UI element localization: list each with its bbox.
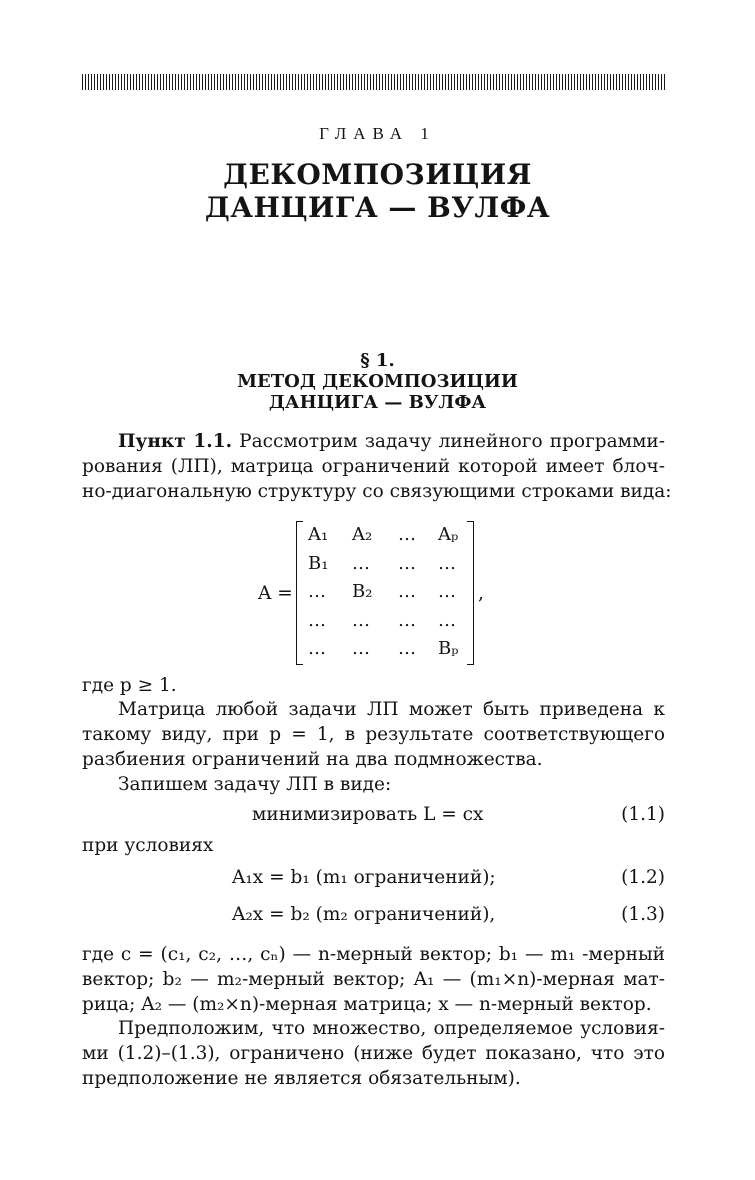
paragraph-1-line1 — [82, 429, 665, 454]
matrix-cell: … — [438, 609, 456, 631]
paragraph-2-line1: Матрица любой задачи ЛП может быть приведена к — [118, 699, 665, 720]
where-p-line — [82, 673, 665, 698]
matrix-lhs: A = — [258, 583, 293, 604]
matrix-cell: A₁ — [308, 524, 329, 545]
paragraph-1-line2: рования (ЛП), матрица ограничений которой имеет блоч- — [82, 456, 665, 477]
section-heading — [0, 350, 755, 413]
matrix-cell: … — [308, 638, 326, 659]
header-decorative-rule — [82, 74, 665, 90]
paragraph-3-text: Запишем задачу ЛП в виде: — [118, 774, 392, 795]
paragraph-lead: Пункт 1.1. — [118, 431, 233, 452]
matrix-cell: … — [398, 552, 416, 574]
equation-1-number: (1.1) — [621, 804, 665, 825]
paragraph-4 — [82, 942, 665, 1017]
matrix-cell: … — [438, 552, 456, 574]
chapter-title — [0, 158, 755, 224]
matrix-cell: Aₚ — [438, 524, 459, 545]
matrix-cell: … — [352, 638, 370, 659]
paragraph-3 — [82, 772, 665, 797]
paragraph-5-line2: ми (1.2)–(1.3), ограничено (ниже будет показано, что это — [82, 1043, 665, 1064]
matrix-cell: B₂ — [352, 581, 373, 602]
equation-1: минимизировать L = cx — [252, 804, 484, 825]
equation-2-number: (1.2) — [621, 867, 665, 888]
paragraph-4-line3: рица; A₂ — (m₂×n)-мерная матрица; x — n-мерный вектор. — [82, 994, 652, 1015]
matrix-cell: … — [308, 609, 326, 631]
matrix-cell: … — [438, 581, 456, 602]
paragraph-5-line3: предположение не является обязательным). — [82, 1068, 521, 1089]
matrix-cell: … — [398, 524, 416, 545]
chapter-label: ГЛАВА 1 — [319, 124, 436, 143]
matrix-cell: … — [352, 552, 370, 574]
chapter-title-line2: ДАНЦИГА — ВУЛФА — [204, 191, 551, 224]
equation-3: A₂x = b₂ (m₂ ограничений), — [232, 904, 496, 925]
matrix-cell: … — [398, 638, 416, 659]
paragraph-4-line1: где c = (c₁, c₂, …, cₙ) — n-мерный вектор; b₁ — m₁ -мерный — [82, 944, 665, 965]
paragraph-1-line1-text: Рассмотрим задачу линейного программи- — [232, 431, 665, 452]
equation-2: A₁x = b₁ (m₁ ограничений); — [232, 867, 496, 888]
paragraph-2 — [82, 697, 665, 772]
matrix-cell: … — [352, 609, 370, 631]
section-title-line2: ДАНЦИГА — ВУЛФА — [268, 392, 487, 413]
where-p-text: где p ≥ 1. — [82, 675, 177, 696]
matrix-cell: B₁ — [308, 552, 329, 574]
matrix-cell: Bₚ — [438, 638, 459, 659]
paragraph-4-line2: вектор; b₂ — m₂-мерный вектор; A₁ — (m₁×n)-мерная мат- — [82, 969, 665, 990]
matrix-cell: … — [308, 581, 326, 602]
matrix-comma: , — [478, 583, 484, 604]
paragraph-5 — [82, 1016, 665, 1091]
chapter-title-line1: ДЕКОМПОЗИЦИЯ — [223, 158, 532, 191]
conditions-label: при условиях — [82, 835, 214, 856]
matrix-cell: A₂ — [352, 524, 373, 545]
matrix-left-bracket — [296, 521, 303, 665]
matrix-cell: … — [398, 581, 416, 602]
paragraph-2-line2: такому виду, при p = 1, в результате соответствующего — [82, 724, 665, 745]
paragraph-1 — [82, 429, 672, 504]
section-title-line1: МЕТОД ДЕКОМПОЗИЦИИ — [237, 371, 518, 392]
matrix-cell: … — [398, 609, 416, 631]
conditions-label-line — [82, 833, 665, 858]
paragraph-5-line1: Предположим, что множество, определяемое условия- — [118, 1018, 665, 1039]
paragraph-1-line3: но-диагональную структуру со связующими строками вида: — [82, 481, 672, 502]
section-number: § 1. — [360, 350, 395, 371]
paragraph-2-line3: разбиения ограничений на два подмножества. — [82, 749, 543, 770]
block-matrix — [296, 521, 474, 665]
equation-3-number: (1.3) — [621, 904, 665, 925]
